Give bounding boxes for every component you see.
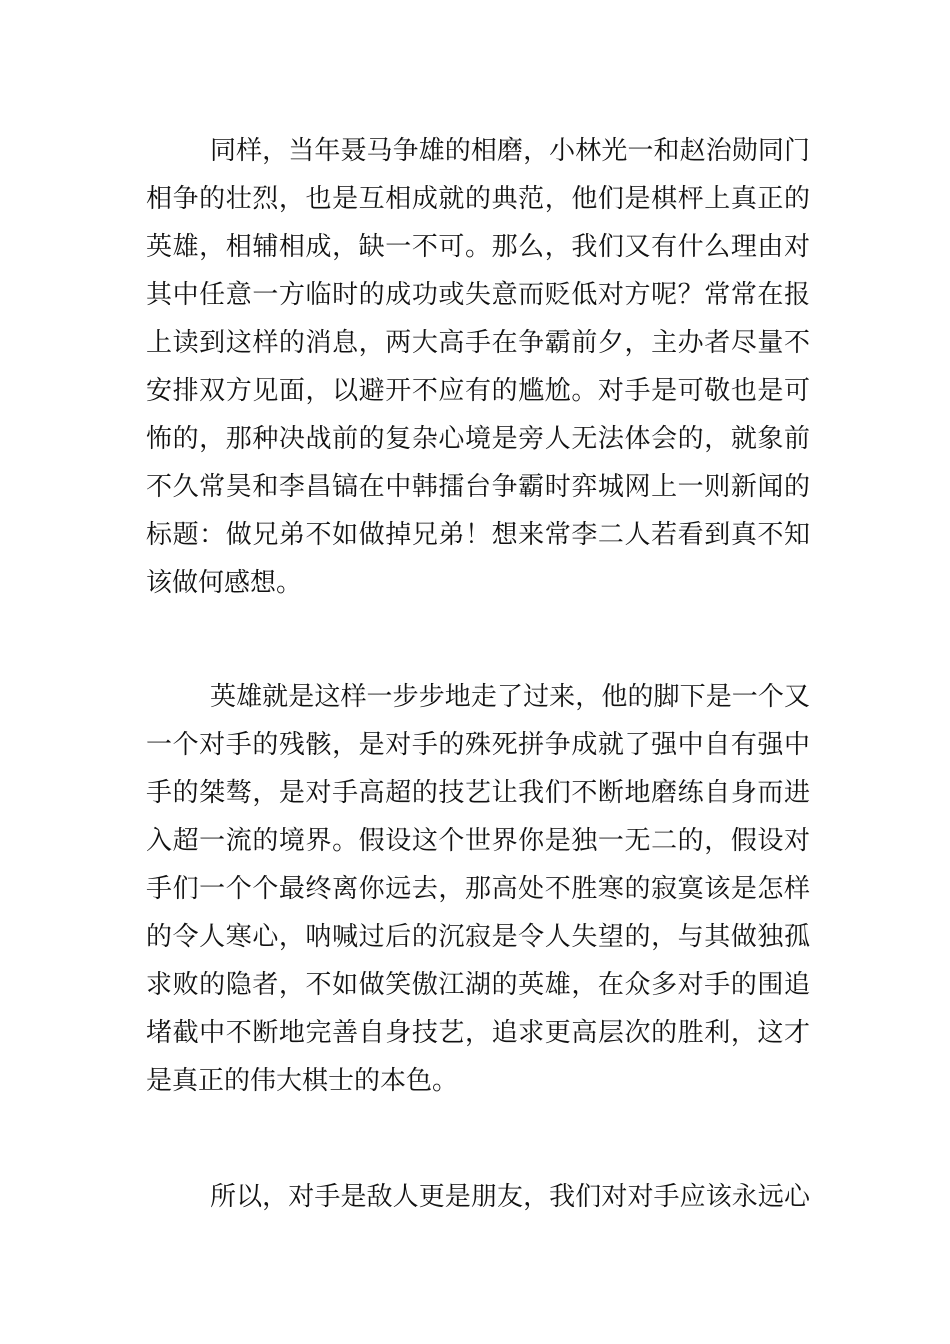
paragraph-line: 上读到这样的消息，两大高手在争霸前夕，主办者尽量不 xyxy=(146,328,810,358)
paragraph-line: 相争的壮烈，也是互相成就的典范，他们是棋枰上真正的 xyxy=(146,184,810,214)
paragraph-line: 手们一个个最终离你远去，那高处不胜寒的寂寞该是怎样 xyxy=(146,874,810,904)
paragraph-line: 入超一流的境界。假设这个世界你是独一无二的，假设对 xyxy=(146,826,810,856)
paragraph-line: 是真正的伟大棋士的本色。 xyxy=(146,1066,459,1096)
paragraph-line: 英雄就是这样一步步地走了过来，他的脚下是一个又 xyxy=(210,682,810,712)
paragraph-line: 安排双方见面，以避开不应有的尴尬。对手是可敬也是可 xyxy=(146,376,810,406)
paragraph-line: 所以，对手是敌人更是朋友，我们对对手应该永远心 xyxy=(210,1182,810,1212)
paragraph-line: 英雄，相辅相成，缺一不可。那么，我们又有什么理由对 xyxy=(146,232,810,262)
paragraph-line: 堵截中不断地完善自身技艺，追求更高层次的胜利，这才 xyxy=(146,1018,810,1048)
paragraph-line: 其中任意一方临时的成功或失意而贬低对方呢？常常在报 xyxy=(146,280,810,310)
paragraph-line: 该做何感想。 xyxy=(146,568,303,598)
paragraph-line: 同样，当年聂马争雄的相磨，小林光一和赵治勋同门 xyxy=(210,136,810,166)
paragraph-line: 不久常昊和李昌镐在中韩擂台争霸时弈城网上一则新闻的 xyxy=(146,472,810,502)
paragraph-line: 标题：做兄弟不如做掉兄弟！想来常李二人若看到真不知 xyxy=(146,520,810,550)
paragraph-line: 手的桀骜，是对手高超的技艺让我们不断地磨练自身而进 xyxy=(146,778,810,808)
paragraph-line: 求败的隐者，不如做笑傲江湖的英雄，在众多对手的围追 xyxy=(146,970,810,1000)
paragraph-line: 的令人寒心，呐喊过后的沉寂是令人失望的，与其做独孤 xyxy=(146,922,810,952)
paragraph-line: 一个对手的残骸，是对手的殊死拼争成就了强中自有强中 xyxy=(146,730,810,760)
paragraph-line: 怖的，那种决战前的复杂心境是旁人无法体会的，就象前 xyxy=(146,424,810,454)
